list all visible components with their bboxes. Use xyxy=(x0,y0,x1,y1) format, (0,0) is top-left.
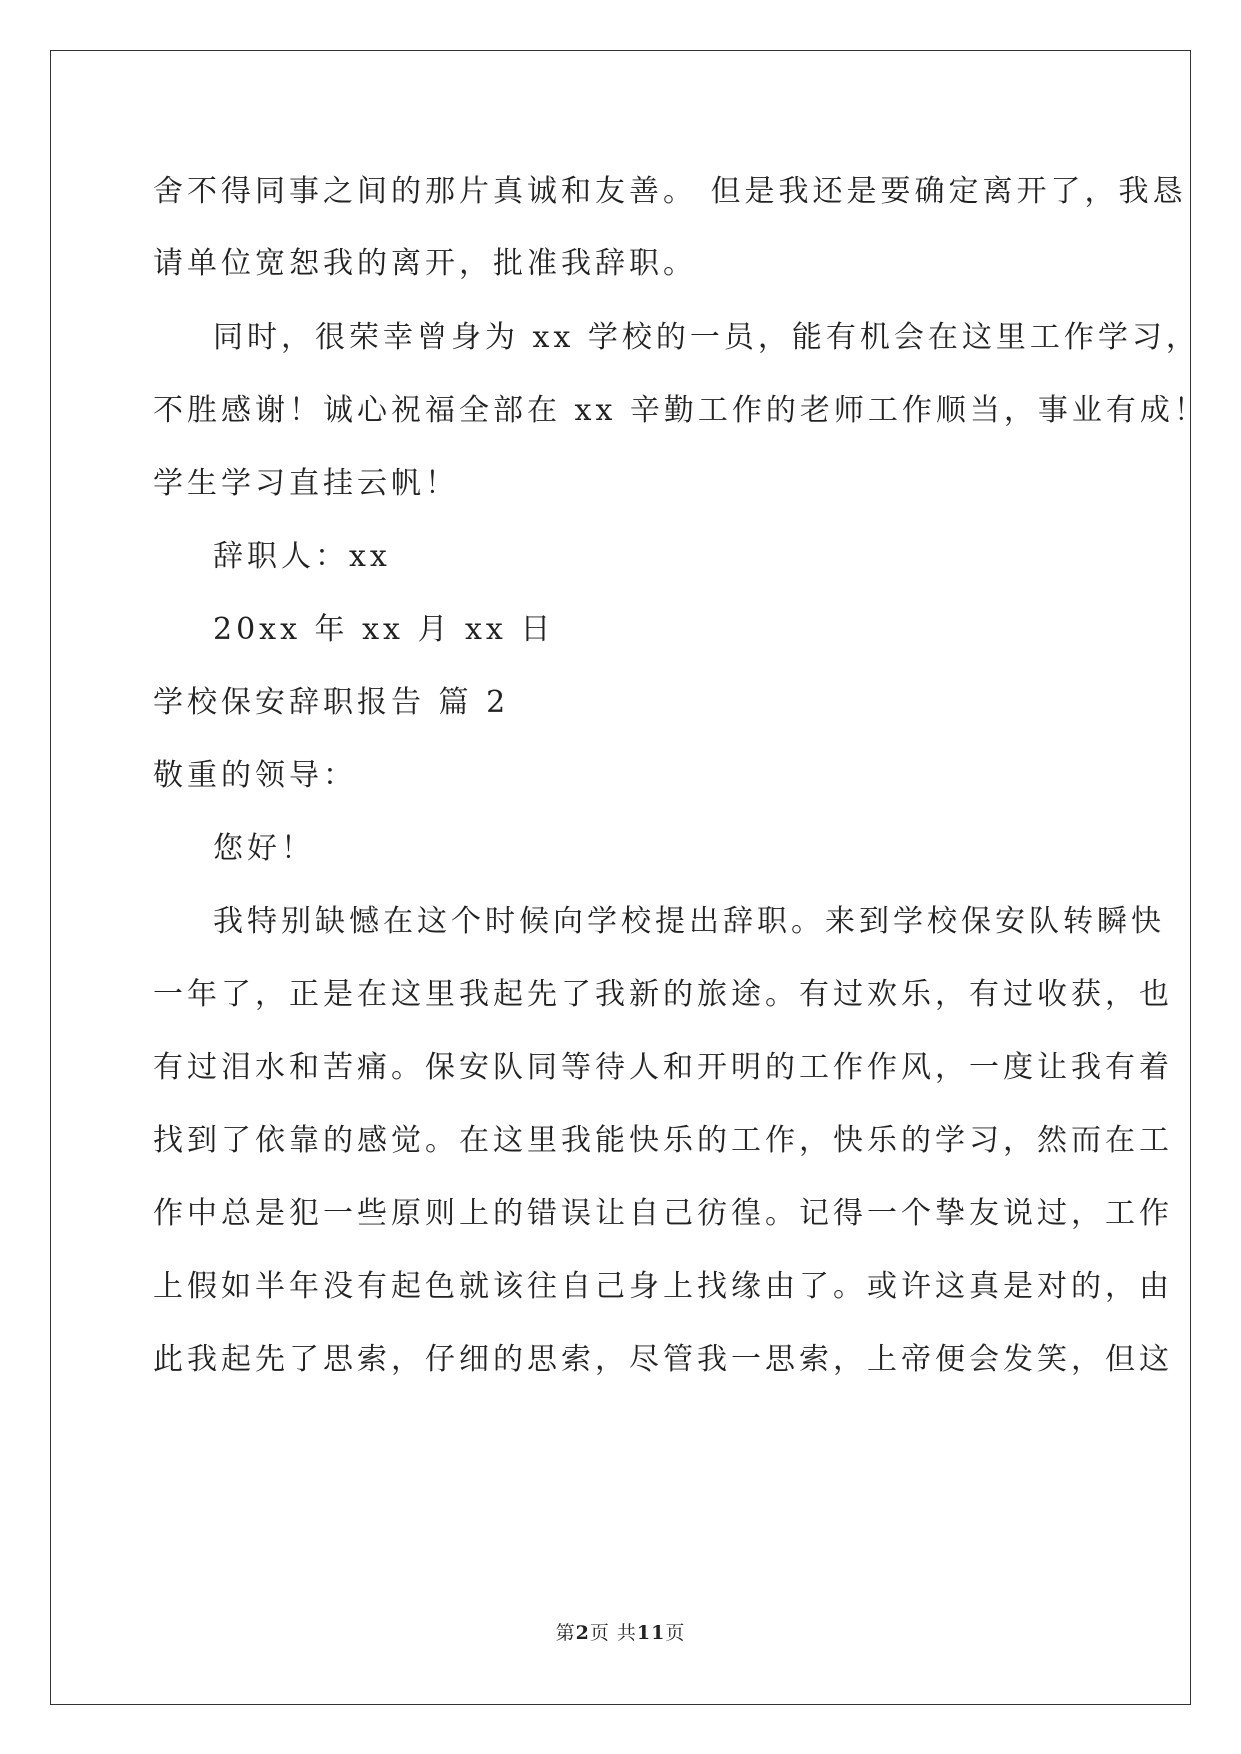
page-current: 2 xyxy=(575,1622,590,1644)
page-total: 11 xyxy=(636,1622,666,1644)
footer-label: 页 共 xyxy=(589,1622,637,1644)
greeting: 您好！ xyxy=(213,831,315,866)
signature-line: 辞职人：xx xyxy=(213,539,391,574)
text-line: 请单位宽恕我的离开，批准我辞职。 xyxy=(153,246,697,281)
footer-label: 第 xyxy=(555,1622,576,1644)
text-line: 找到了依靠的感觉。在这里我能快乐的工作，快乐的学习，然而在工 xyxy=(153,1123,1173,1158)
text-line: 一年了，正是在这里我起先了我新的旅途。有过欢乐，有过收获，也 xyxy=(153,977,1173,1012)
text-line: 舍不得同事之间的那片真诚和友善。 但是我还是要确定离开了，我恳 xyxy=(153,174,1187,209)
page-border xyxy=(50,50,1191,1705)
text-line: 此我起先了思索，仔细的思索，尽管我一思索，上帝便会发笑，但这 xyxy=(153,1342,1173,1377)
text-line: 有过泪水和苦痛。保安队同等待人和开明的工作作风，一度让我有着 xyxy=(153,1050,1173,1085)
footer-label: 页 xyxy=(665,1622,686,1644)
text-line: 作中总是犯一些原则上的错误让自己彷徨。记得一个挚友说过，工作 xyxy=(153,1196,1173,1231)
section-title: 学校保安辞职报告 篇 2 xyxy=(153,685,510,720)
text-line: 我特别缺憾在这个时候向学校提出辞职。来到学校保安队转瞬快 xyxy=(213,904,1165,939)
page-footer xyxy=(0,1618,1241,1645)
salutation: 敬重的领导： xyxy=(153,758,357,793)
text-line: 不胜感谢！诚心祝福全部在 xx 辛勤工作的老师工作顺当，事业有成！ xyxy=(153,393,1208,428)
text-line: 同时，很荣幸曾身为 xx 学校的一员，能有机会在这里工作学习， xyxy=(213,320,1200,355)
text-line: 上假如半年没有起色就该往自己身上找缘由了。或许这真是对的，由 xyxy=(153,1269,1173,1304)
date-line: 20xx 年 xx 月 xx 日 xyxy=(213,612,555,647)
text-line: 学生学习直挂云帆！ xyxy=(153,466,459,501)
